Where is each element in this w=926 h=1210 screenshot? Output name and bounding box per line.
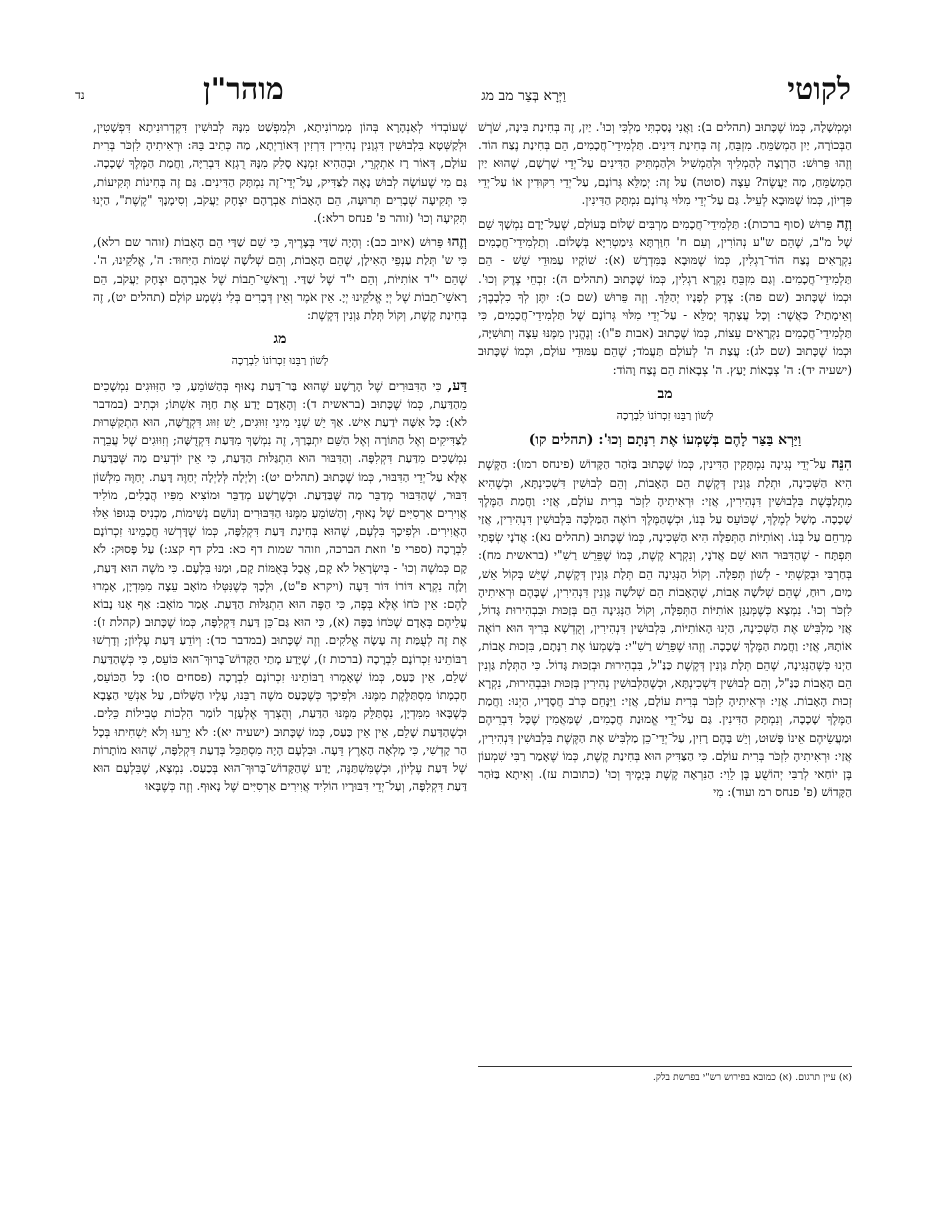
paragraph [478, 455, 852, 801]
left-column [93, 118, 467, 801]
paragraph-lead-word: דַּע, [447, 377, 467, 394]
paragraph-lead-word: וְזֶה [836, 216, 852, 233]
paragraph: שֶׁעוֹבְדוֹי לְאַנְהָרָא בְּהוֹן מְמַרוֹנִיתָא, וּלְמִפְשַׁט מִנָּהּ לְבוּשִׁין דִּקְדְרוּנִיתָא דִּפְשָׁטִין, וּלְקַשְּׁטָא בִּלְבוּשִׁין דִּגְוָנִין נְהִירִין דִּרְזִין דְּאוֹרַיְתָא, מַה כְּתִיב בֵּהּ: וּרְאִיתִיהָ לִזְכֹּר בְּרִית עוֹלָם, דְּאוֹר רָז אִתְקְרֵי, וּבְהַהִיא זִמְנָא סָלִק מִנָּהּ רֻגְזָא דִּבְרִיָּה, וַחֲמַת הַמֶּלֶךְ שָׁכָכָה. גַּם מִי שֶׁעוֹשֶׂה לְבוּשׁ נָאֶה לַצַּדִּיק, עַל־יְדֵי־זֶה נִמְתָּק הַדִּינִים. גַּם זֶה בְּחִינוֹת תְּקִיעוֹת, כִּי תְּקִיעָה שְׁבָרִים תְּרוּעָה, הֵם הָאָבוֹת אַבְרָהָם יִצְחָק יַעֲקֹב, וְסִימָנָךְ "קֶשֶׁת", הַיְנוּ תְּקִיעָה וְכוּ' (זוהר פ' פנחס רלא:). [93, 120, 467, 226]
page-number: נד [75, 88, 85, 102]
page-header [75, 70, 851, 110]
section-number: מג [273, 331, 287, 348]
section-dedication: לְשׁוֹן רַבֵּנוּ זִכְרוֹנוֹ לִבְרָכָה [616, 409, 714, 423]
footnote: (א) עיין תרגום. (א) כמובא בפירוש רש"י בפרשת בלק. [652, 1072, 852, 1083]
book-title-left: מוהר"ן [203, 72, 284, 107]
paragraph [93, 377, 467, 796]
section-dedication: לְשׁוֹן רַבֵּנוּ זִכְרוֹנוֹ לִבְרָכָה [231, 354, 329, 368]
paragraph-lead-word: הִנֵּה [831, 456, 852, 473]
section-number: מב [657, 385, 673, 402]
paragraph: וּמֶמְשָׁלָה, כְּמוֹ שֶׁכָּתוּב (תהלים ב): וַאֲנִי נָסַכְתִּי מַלְכִּי וְכוּ'. יַיִן, זֶה בְּחִינַת בִּינָה, שֹׁרֶשׁ הַבְּכוֹרָה, יַיִן הַמְשַׂמֵּחַ. מִזְבֵּחַ, זֶה בְּחִינַת דִּינִים. תַּלְמִידֵי־חֲכָמִים, הֵם בְּחִינַת נֶצַח הוֹד. וְזֶהוּ פֵּרוּשׁ: הַרְוָצָה לְהַמְלִיךְ וּלְהַמְשִׁיל וּלְהַמְתִּיק הַדִּינִים עַל־יְדֵי שָׁרְשָׁם, שֶׁהוּא יַיִן הַמְשַׂמֵּחַ, מַה יַּעֲשֶׂה? עֵצָה (סוטה) עַל זֶה: יְמַלֵּא גְּרוֹנָם, עַל־יְדֵי רִקּוּדִין אוֹ עַל־יְדֵי פִּדְיוֹן, כְּמוֹ שֶׁמּוּבָא לְעֵיל. גַּם עַל־יְדֵי מִלּוּי גְּרוֹנָם נִמְתָּק הַדִּינִין. [478, 120, 852, 207]
running-head: וַיְּרָא בְּצַר מב מג [481, 88, 566, 104]
book-title-right: לקוטי [787, 72, 851, 107]
paragraph-text: עַל־יְדֵי נְגִינָה נִמְתָּקִין הַדִּינִין, כְּמוֹ שֶׁכָּתוּב בַּזֹּהַר הַקָּדוֹשׁ (פינחס רמו): הַקֶּשֶׁת הִיא הַשְּׁכִינָה, וּתְלַת גַּוְנִין דְּקֶשֶׁת הֵם הָאָבוֹת, וְהֵם לְבוּשִׁין דִּשְׁכִינְתָּא, וּכְשֶׁהִיא מִתְלַבֶּשֶׁת בִּלְבוּשִׁין דִּנְהִירִין, אֲזַי: וּרְאִיתִיהָ לִזְכֹּר בְּרִית עוֹלָם, אֲזַי: וַחֲמַת הַמֶּלֶךְ שָׁכָכָה. מָשָׁל לְמֶלֶךְ, שֶׁכּוֹעֵס עַל בְּנוֹ, וּכְשֶׁהַמֶּלֶךְ רוֹאֶה הַמַּלְכָּה בִּלְבוּשִׁין דִּנְהִירִין, אֲזַי מְרַחֵם עַל בְּנוֹ. וְאוֹתִיּוֹת הַתְּפִלָּה הִיא הַשְּׁכִינָה, כְּמוֹ שֶׁכָּתוּב (תהלים נא): אֲדֹנָי שְׂפָתַי תִּפְתָּח - שֶׁהַדִּבּוּר הוּא שֵׁם אֲדֹנָי, וְנִקְרָא קֶשֶׁת, כְּמוֹ שֶׁפֵּרֵשׁ רַשִׁ"י (בראשית מח): בְּחַרְבִּי וּבְקַשְׁתִּי - לְשׁוֹן תְּפִלָּה. וְקוֹל הַנְּגִינָה הֵם תְּלָת גַּוְנִין דְּקֶשֶׁת, שֶׁיֵּשׁ בְּקוֹל אֵשׁ, מַיִם, רוּחַ, שֶׁהֵם שְׁלֹשָׁה אָבוֹת, שֶׁהָאָבוֹת הֵם שְׁלֹשָׁה גַּוְנִין דִּנְהִירִין, שֶׁבָּהֶם וּרְאִיתִיהָ לִזְכֹּר וְכוּ'. נִמְצָא כְּשֶׁמְּנַגֵּן אוֹתִיּוֹת הַתְּפִלָּה, וְקוֹל הַנְּגִינָה הֵם בְּזַכּוּת וּבִבְהִירוּת גָּדוֹל, אֲזַי מַלְבִּישׁ אֶת הַשְּׁכִינָה, הַיְנוּ הָאוֹתִיּוֹת, בִּלְבוּשִׁין דִּנְהִירִין, וְקֻדְשָׁא בְּרִיךְ הוּא רוֹאֶה אוֹתָהּ, אֲזַי: וַחֲמַת הַמֶּלֶךְ שָׁכָכָה. וְזֶהוּ שֶׁפֵּרֵשׁ רַשִׁ"י: בְּשָׁמְעוֹ אֶת רִנָּתָם, בִּזְכוּת אָבוֹת, הַיְנוּ כְּשֶׁהַנְּגִינָה, שֶׁהֵם תְּלָת גַּוְנִין דְּקֶשֶׁת כַּנַּ"ל, בִּבְהִירוּת וּבְזַכּוּת גָּדוֹל. כִּי הַתְּלָת גַּוְנִין הֵם הָאָבוֹת כַּנַּ"ל, וְהֵם לְבוּשִׁין דִּשְׁכִינְתָּא, וּכְשֶׁהַלְּבוּשִׁין נְהִירִין בְּזַכּוּת וּבִבְהִירוּת, נִקְרָא זְכוּת הָאָבוֹת. אֲזַי: וּרְאִיתִיהָ לִזְכֹּר בְּרִית עוֹלָם, אֲזַי: וַיִּנָּחֵם כְּרֹב חֲסָדָיו, הַיְנוּ: וַחֲמַת הַמֶּלֶךְ שָׁכָכָה, וְנִמְתָּק הַדִּינִין. גַּם עַל־יְדֵי אֱמוּנַת חֲכָמִים, שֶׁמַּאֲמִין שֶׁכָּל דִּבְרֵיהֶם וּמַעֲשֵׂיהֶם אֵינוֹ פָּשׁוּט, וְיֵשׁ בָּהֶם רָזִין, עַל־יְדֵי־כֵן מַלְבִּישׁ אֶת הַקֶּשֶׁת בִּלְבוּשִׁין דִּנְהִירִין, אֲזַי: וּרְאִיתִיהָ לִזְכֹּר בְּרִית עוֹלָם. כִּי הַצַּדִּיק הוּא בְּחִינַת קֶשֶׁת, כְּמוֹ שֶׁאָמַר רַבִּי שִׁמְעוֹן בֶּן יוֹחַאי לְרַבִּי יְהוֹשֻׁעַ בֶּן לֵוִי: הַנִּרְאָה קֶשֶׁת בְּיָמֶיךָ וְכוּ' (כתובות עז). וְאִיתָא בַּזֹּהַר הַקָּדוֹשׁ (פ' פנחס רמ ועוד): מִי [478, 457, 852, 800]
right-column [478, 118, 852, 807]
paragraph-text: פֵּרוּשׁ (איוב כב): וְהָיָה שַׁדַּי בְּצָרֶיךָ, כִּי שֵׁם שַׁדַּי הֵם הָאָבוֹת (זוהר שם רלא), כִּי ש' תְּלַת עַנְפֵי הָאִילָן, שֶׁהֵם הָאָבוֹת, וְהֵם שְׁלֹשָׁה שְׁמוֹת הַיִּחוּד: ה', אֱלֹקֵינוּ, ה'. שֶׁהֵם י"ד אוֹתִיּוֹת, וְהֵם י"ד שֶׁל שַׁדַּי. וְרָאשֵׁי־תֵבוֹת שֶׁל אַבְרָהָם יִצְחָק יַעֲקֹב, הֵם רָאשֵׁי־תֵבוֹת שֶׁל יְיָ אֱלֹקֵינוּ יְיָ. אֵין אֹמֶר וְאֵין דְּבָרִים בְּלִי נִשְׁמָע קוֹלָם (תהלים יט), זֶה בְּחִינַת קֶשֶׁת, וְקוֹל תְּלַת גַּוְנִין דְּקֶשֶׁת: [93, 235, 467, 323]
paragraph-text: כִּי הַדִּבּוּרִים שֶׁל הָרָשָׁע שֶׁהוּא בַּר־דַּעַת נָאוּף בְּהַשּׁוֹמֵעַ, כִּי הַזִּוּוּגִים נִמְשָׁכִים מֵהַדַּעַת, כְּמוֹ שֶׁכָּתוּב (בראשית ד): וְהָאָדָם יָדַע אֶת חַוָּה אִשְׁתּוֹ; וּכְתִיב (במדבר לא): כָּל אִשָּׁה יֹדַעַת אִישׁ. אַךְ יֵשׁ שְׁנֵי מִינֵי זִוּוּגִים, יֵשׁ זִוּוּג דִּקְדֻשָּׁה, הוּא הִתְקַשְּׁרוּת לַצַּדִּיקִים וְאֶל הַתּוֹרָה וְאֶל הַשֵּׁם יִתְבָּרַךְ, זֶה נִמְשָׁךְ מִדַּעַת דִּקְדֻשָּׁה; וְזִוּוּגִים שֶׁל עֲבֵרָה נִמְשָׁכִים מִדַּעַת דִּקְלִפָּה. וְהַדִּבּוּר הוּא הִתְגַּלּוּת הַדַּעַת, כִּי אֵין יוֹדְעִים מַה שֶּׁבַּדַּעַת אֶלָּא עַל־יְדֵי הַדִּבּוּר, כְּמוֹ שֶׁכָּתוּב (תהלים יט): וְלַיְלָה לְּלַיְלָה יְחַוֶּה דָּעַת. יְחַוֶּה מִלְּשׁוֹן דִּבּוּר, שֶׁהַדִּבּוּר מְדַבֵּר מַה שֶּׁבַּדַּעַת. וּכְשֶׁרָשָׁע מְדַבֵּר וּמוֹצִיא מִפִּיו הֲבָלִים, מוֹלִיד אֲוִירִים אַרְסִיִּים שֶׁל נָאוּף, וְהַשּׁוֹמֵעַ מִמֶּנּוּ הַדִּבּוּרִים וְנוֹשֵׁם נְשִׁימוֹת, מַכְנִיס בְּגוּפוֹ אֵלּוּ הָאֲוִירִים. וּלְפִיכָךְ בִּלְעָם, שֶׁהוּא בְּחִינַת דַּעַת דִּקְלִפָּה, כְּמוֹ שֶׁדָּרְשׁוּ חֲכָמֵינוּ זִכְרוֹנָם לִבְרָכָה (ספרי פ' וזאת הברכה, וזוהר שמות דף כא: בלק דף קצג:) עַל פָּסוּק: לֹא קָם כְּמֹשֶׁה וְכוּ' - בְּיִשְׂרָאֵל לֹא קָם, אֲבָל בְּאֻמּוֹת קָם, וּמַנּוּ בִּלְעָם. כִּי מֹשֶׁה הוּא דַּעַת, וְלָזֶה נִקְרָא דּוֹרוֹ דּוֹר דֵּעָה (ויקרא פ"ט), וּלְכָךְ כְּשֶׁנִּטְּלוּ מוֹאָב עֵצָה מִמִּדְיָן, אָמְרוּ לָהֶם: אֵין כֹּחוֹ אֶלָּא בְּפֶה, כִּי הַפֶּה הוּא הִתְגַּלּוּת הַדַּעַת. אָמַר מוֹאָב: אַף אָנוּ נָבוֹא עֲלֵיהֶם בְּאָדָם שֶׁכֹּחוֹ בַּפֶּה (א), כִּי הוּא גַּם־כֵּן דַּעַת דִּקְלִפָּה, כְּמוֹ שֶׁכָּתוּב (קהלת ז): אֶת זֶה לְעֻמַּת זֶה עָשָׂה אֱלֹקִים. וְזֶה שֶׁכָּתוּב (במדבר כד): וְיוֹדֵעַ דַּעַת עֶלְיוֹן; וְדָרְשׁוּ רַבּוֹתֵינוּ זִכְרוֹנָם לִבְרָכָה (ברכות ז), שֶׁיָּדַע מָתַי הַקָּדוֹשׁ־בָּרוּךְ־הוּא כּוֹעֵס, כִּי כְּשֶׁהַדַּעַת שָׁלֵם, אֵין כַּעַס, כְּמוֹ שֶׁאָמְרוּ רַבּוֹתֵינוּ זִכְרוֹנָם לִבְרָכָה (פסחים סו): כָּל הַכּוֹעֵס, חָכְמָתוֹ מִסְתַּלֶּקֶת מִמֶּנּוּ. וּלְפִיכָךְ כְּשֶׁכָּעַס משֶׁה רַבֵּנוּ, עָלָיו הַשָּׁלוֹם, עַל אַנְשֵׁי הַצָּבָא כְּשֶׁבָּאוּ מִמִּדְיָן, נִסְתַּלֵּק מִמֶּנּוּ הַדַּעַת, וְהֻצְרַךְ אֶלְעָזָר לוֹמַר הִלְכוֹת טְבִילוֹת כֵּלִים. וּכְשֶׁהַדַּעַת שָׁלֵם, אֵין אֵין כַּעַס, כְּמוֹ שֶׁכָּתוּב (ישעיה יא): לֹא יָרֵעוּ וְלֹא יַשְׁחִיתוּ בְּכָל הַר קָדְשִׁי, כִּי מָלְאָה הָאָרֶץ דֵּעָה. וּבִלְעָם הָיָה מִסְתַּכֵּל בְּדַעַת דִּקְלִפָּה, שֶׁהוּא מוֹתָרוֹת שֶׁל דַּעַת עֶלְיוֹן, וּכְשֶׁמִּשְׁתַּנֶּה, יָדַע שֶׁהַקָּדוֹשׁ־בָּרוּךְ־הוּא בְּכַעַס. נִמְצָא, שֶׁבִּלְעָם הוּא דַּעַת דִּקְלִפָּה, וְעַל־יְדֵי דִּבּוּרָיו הוֹלִיד אֲוִירִים אַרְסִיִּים שֶׁל נָאוּף. וְזֶה כְּשֶׁבָּאוּ [93, 378, 468, 794]
paragraph [93, 233, 467, 324]
paragraph-lead-word: וְזֶהוּ [447, 234, 467, 251]
section-verse-title: וַיַּרְא בַּצַּר לָהֶם בְּשָׁמְעוֹ אֶת רִנָּתָם וְכוּ': (תהלים קו) [528, 432, 802, 449]
paragraph-text: פֵּרוּשׁ (סוף ברכות): תַּלְמִידֵי־חֲכָמִים מַרְבִּים שָׁלוֹם בָּעוֹלָם, שֶׁעַל־יָדָם נִמְשָׁךְ שֵׁם שֶׁל מ"ב, שֶׁהֵם ש"ע נְהוֹרִין, וְעִם ח' חִוַּרְתָּא גִּימַטְרִיָּא בְּשָׁלוֹם. וְתַלְמִידֵי־חֲכָמִים נִקְרָאִים נֶצַח הוֹד־רַגְלִין, כְּמוֹ שֶׁמּוּבָא בַּמִּדְרָשׁ (א): שׁוֹקָיו עַמּוּדֵי שֵׁשׁ - הֵם תַּלְמִידֵי־חֲכָמִים. וְגַם מִזְבֵּחַ נִקְרָא רַגְלִין, כְּמוֹ שֶׁכָּתוּב (תהלים ה): זִבְחֵי צֶדֶק וְכוּ'. וּכְמוֹ שֶׁכָּתוּב (שם פה): צֶדֶק לְפָנָיו יְהַלֵּךְ. וְזֶה פֵּרוּשׁ (שם כ): יִתֶּן לְךָ כִלְבָבֶךָ; וְאֵימָתַי? כַּאֲשֶׁר: וְכָל עֲצָתְךָ יְמַלֵּא - עַל־יְדֵי מִלּוּי גְּרוֹנָם שֶׁל תַּלְמִידֵי־חֲכָמִים, כִּי תַּלְמִידֵי־חֲכָמִים נִקְרָאִים עֵצוֹת, כְּמוֹ שֶׁכָּתוּב (אבות פ"ו): וְנֶהֱנִין מִמֶּנּוּ עֵצָה וְתוּשִׁיָּה, וּכְמוֹ שֶׁכָּתוּב (שם לג): עֲצַת ה' לְעוֹלָם תַּעֲמֹד; שֶׁהֵם עַמּוּדֵי עוֹלָם, וּכְמוֹ שֶׁכָּתוּב (ישעיה יד): ה' צְבָאוֹת יָעַץ. ה' צְבָאוֹת הֵם נֶצַח וָהוֹד: [478, 217, 852, 377]
paragraph [478, 215, 852, 379]
footnote-divider [478, 1066, 852, 1067]
